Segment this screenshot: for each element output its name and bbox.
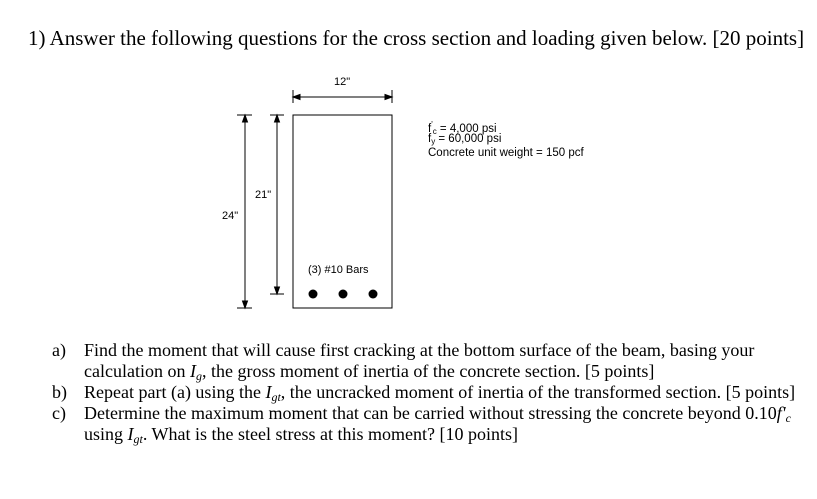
part-b: b) Repeat part (a) using the $I_{gt}$, the uncracked moment of inertia of the transformed section. [5 points] [52,382,796,404]
concrete-unit-weight: Concrete unit weight = 150 pcf [428,147,584,159]
question-title: 1) Answer the following questions for the cross section and loading given below. [20 points] [28,26,805,50]
width-label: 12" [334,76,351,88]
part-a: a) Find the moment that will cause first cracking at the bottom surface of the beam, basing your calculation on $I_g$, the gross moment of inertia of the concrete section. [5 points] [52,340,755,383]
steel-yield-strength: $f_y = 60,000$ psi [428,133,502,146]
part-a-marker: a) [52,340,66,360]
total-depth-dimension [237,115,252,308]
beam-section [293,115,392,308]
question-parts [52,340,804,445]
part-b-marker: b) [52,382,67,402]
effective-depth-dimension [270,115,284,294]
part-c: c) Determine the maximum moment that can be carried without stressing the concrete beyond $0.10f'_c$ using $I_{gt}$. What is the steel stress at this moment? [10 points] [52,403,791,446]
rebar-dot [369,290,378,299]
rebar-dot [339,290,348,299]
part-c-marker: c) [52,403,66,423]
rebar-dot [309,290,318,299]
reinforcing-bars [309,290,378,299]
width-dimension [293,90,392,103]
concrete-strength: $f'_c = 4,000$ psi [428,120,497,136]
bars-label: (3) #10 Bars [308,264,369,276]
total-depth-label: 24" [222,210,239,222]
effective-depth-label: 21" [255,189,272,201]
